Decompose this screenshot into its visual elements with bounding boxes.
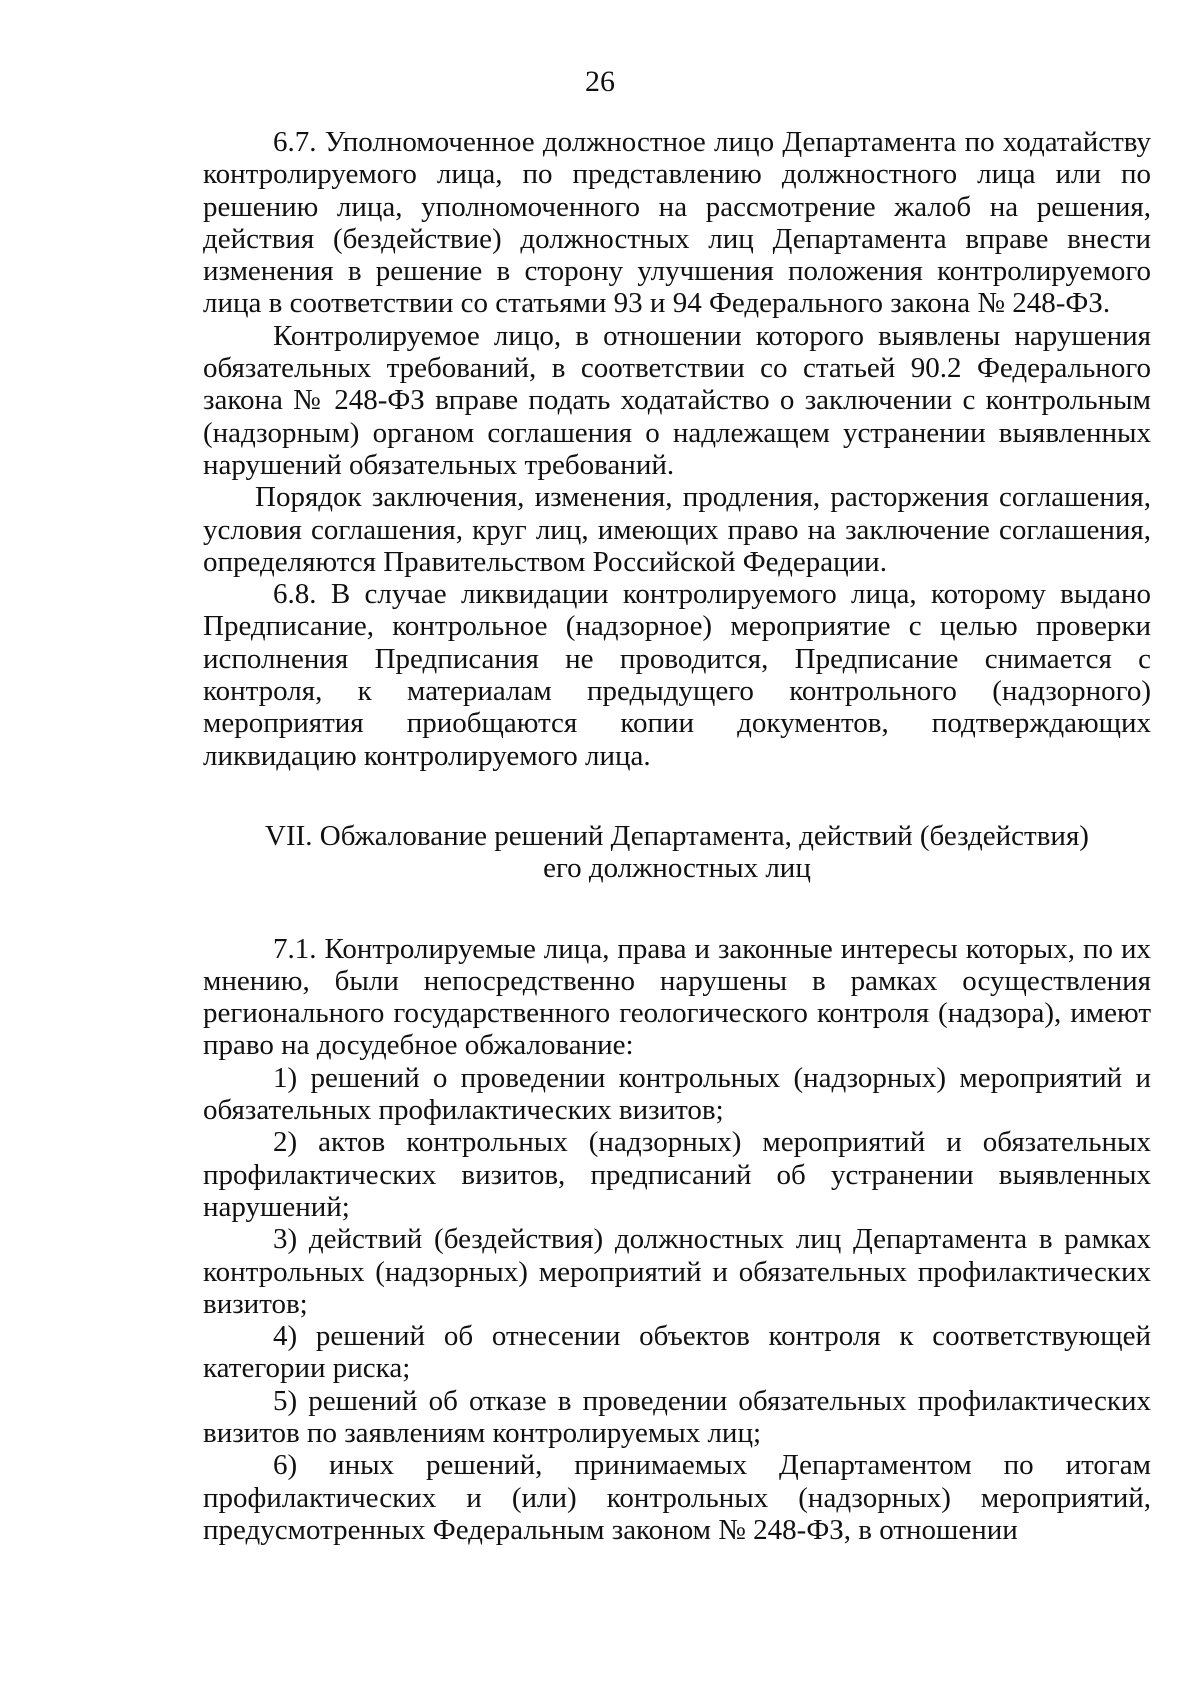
list-item-2: 2) актов контрольных (надзорных) мероприятий и обязательных профилактических визитов, предписаний об устранении выявленных нарушений; — [203, 1126, 1151, 1223]
list-item-1: 1) решений о проведении контрольных (надзорных) мероприятий и обязательных профилактических визитов; — [203, 1061, 1151, 1127]
list-item-6: 6) иных решений, принимаемых Департаментом по итогам профилактических и (или) контрольных (надзорных) мероприятий, предусмотренных Федеральным законом № 248-ФЗ, в отношении — [203, 1449, 1151, 1546]
paragraph-7-1: 7.1. Контролируемые лица, права и законные интересы которых, по их мнению, были непосредственно нарушены в рамках осуществления регионального государственного геологического контроля (надзора), имеют право на досудебное обжалование: — [203, 932, 1151, 1062]
paragraph-6-8: 6.8. В случае ликвидации контролируемого лица, которому выдано Предписание, контрольное (надзорное) мероприятие с целью проверки исполнения Предписания не проводится, Предписание снимается с контроля, к материалам предыдущего контрольного (надзорного) мероприятия приобщаются копии документов, подтверждающих ликвидацию контролируемого лица. — [203, 578, 1151, 772]
paragraph-controlled-person-agreement: Контролируемое лицо, в отношении которого выявлены нарушения обязательных требований, в соответствии со статьей 90.2 Федерального закона № 248-ФЗ вправе подать ходатайство о заключении с контрольным (надзорным) органом соглашения о надлежащем устранении выявленных нарушений обязательных требований. — [203, 319, 1151, 481]
section-heading-line-2: его должностных лиц — [543, 852, 811, 885]
page-number: 26 — [585, 65, 615, 98]
section-heading-vii — [203, 820, 1151, 885]
list-item-5: 5) решений об отказе в проведении обязательных профилактических визитов по заявлениям контролируемых лиц; — [203, 1384, 1151, 1449]
paragraph-agreement-procedure: Порядок заключения, изменения, продления, расторжения соглашения, условия соглашения, круг лиц, имеющих право на заключение соглашения, определяются Правительством Российской Федерации. — [203, 481, 1151, 578]
paragraph-6-7: 6.7. Уполномоченное должностное лицо Департамента по ходатайству контролируемого лица, по представлению должностного лица или по решению лица, уполномоченного на рассмотрение жалоб на решения, действия (бездействие) должностных лиц Департамента вправе внести изменения в решение в сторону улучшения положения контролируемого лица в соответствии со статьями 93 и 94 Федерального закона № 248-ФЗ. — [203, 126, 1151, 320]
list-item-3: 3) действий (бездействия) должностных лиц Департамента в рамках контрольных (надзорных) мероприятий и обязательных профилактических визитов; — [203, 1223, 1151, 1320]
section-heading-line-1: VII. Обжалование решений Департамента, действий (бездействия) — [265, 819, 1089, 852]
list-item-4: 4) решений об отнесении объектов контроля к соответствующей категории риска; — [203, 1320, 1151, 1385]
document-body — [203, 126, 1151, 1546]
